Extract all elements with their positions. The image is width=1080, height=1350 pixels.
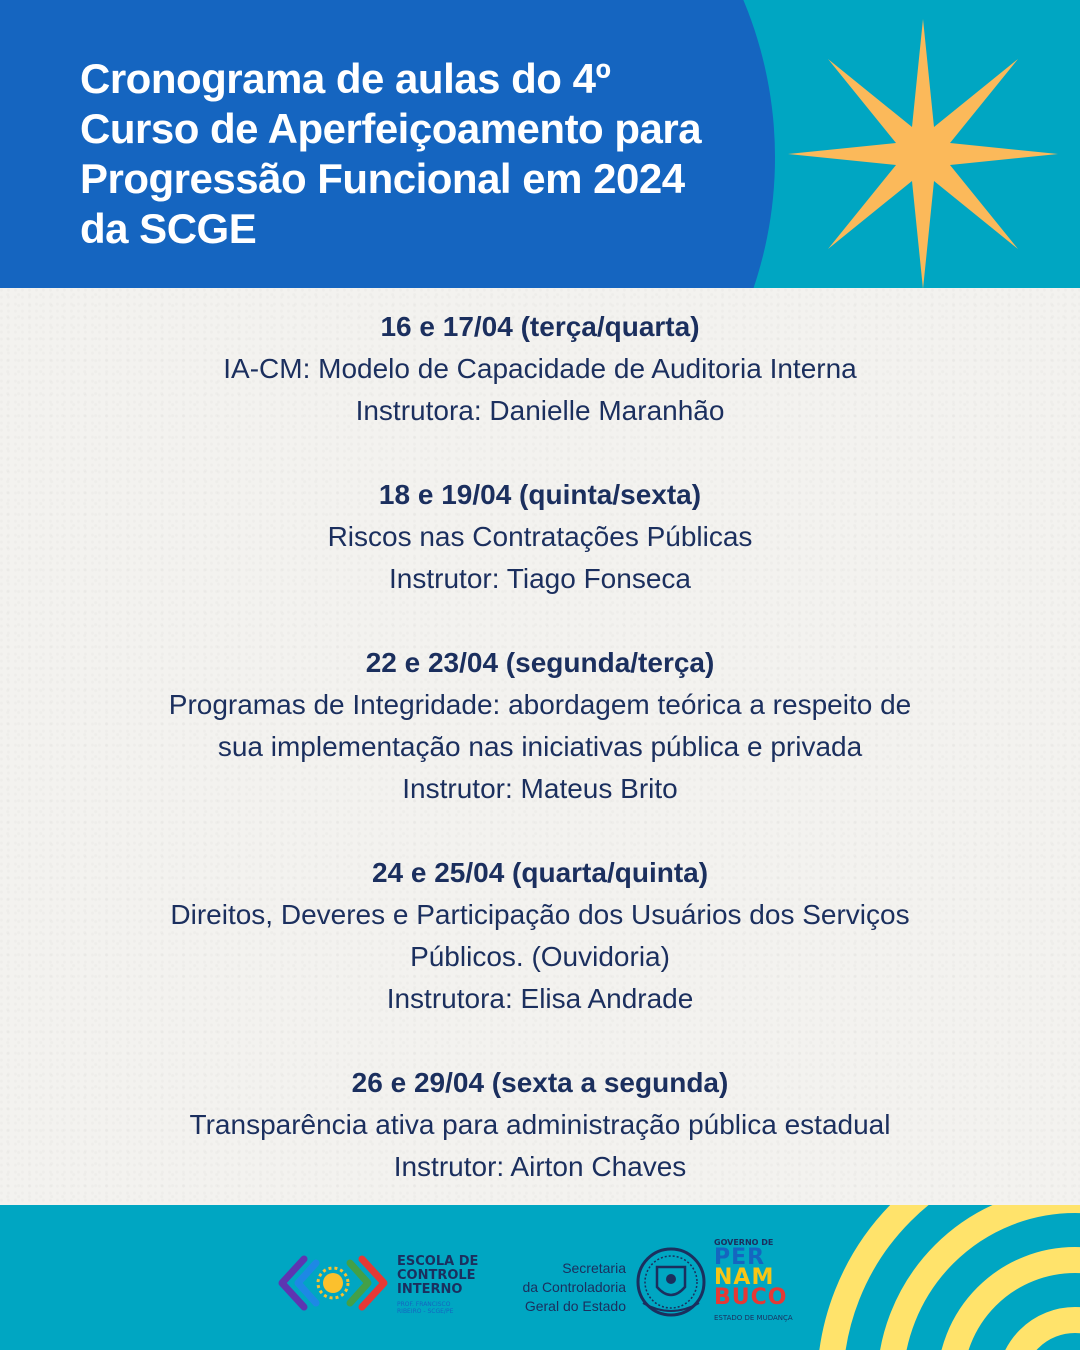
pe-line: NAM (714, 1265, 775, 1290)
session-instructor: Instrutora: Danielle Maranhão (355, 395, 725, 426)
session-topic: Programas de Integridade: abordagem teórica a respeito de (168, 689, 912, 720)
star-icon (783, 14, 1063, 288)
scge-line: da Controladoria (522, 1279, 626, 1295)
session-instructor: Instrutora: Elisa Andrade (386, 983, 694, 1014)
title-line: Cronograma de aulas do 4º (80, 55, 611, 102)
footer-bar (0, 1205, 1080, 1350)
session-item (0, 1062, 1080, 1188)
escola-logo-icon (276, 1253, 391, 1313)
session-date: 22 e 23/04 (segunda/terça) (365, 647, 715, 678)
pernambuco-crest-icon (633, 1243, 709, 1321)
scge-name (494, 1259, 626, 1316)
session-topic: Transparência ativa para administração pública estadual (189, 1109, 891, 1140)
escola-line: CONTROLE (397, 1268, 476, 1283)
session-item (0, 642, 1080, 810)
header-banner (0, 0, 1080, 288)
session-topic: Direitos, Deveres e Participação dos Usuários dos Serviços (170, 899, 910, 930)
session-date: 24 e 25/04 (quarta/quinta) (371, 857, 709, 888)
session-topic: Riscos nas Contratações Públicas (327, 521, 753, 552)
page-title (80, 54, 780, 254)
pe-line: BUCO (714, 1285, 788, 1310)
escola-subtitle (397, 1301, 453, 1315)
escola-name (397, 1255, 478, 1297)
title-line: Curso de Aperfeiçoamento para (80, 105, 702, 152)
scge-line: Secretaria (562, 1260, 626, 1276)
session-instructor: Instrutor: Airton Chaves (393, 1151, 687, 1182)
session-topic: Públicos. (Ouvidoria) (410, 941, 670, 972)
session-date: 16 e 17/04 (terça/quarta) (380, 311, 700, 342)
session-item (0, 306, 1080, 432)
escola-line: ESCOLA DE (397, 1254, 479, 1269)
session-date: 18 e 19/04 (quinta/sexta) (378, 479, 702, 510)
title-line: da SCGE (80, 205, 257, 252)
pe-line: PER (714, 1245, 766, 1270)
pe-slogan: ESTADO DE MUDANÇA (714, 1314, 793, 1322)
session-item (0, 474, 1080, 600)
scge-line: Geral do Estado (524, 1298, 626, 1314)
session-instructor: Instrutor: Mateus Brito (402, 773, 678, 804)
pe-gov-label: GOVERNO DE (714, 1238, 774, 1247)
session-topic: IA-CM: Modelo de Capacidade de Auditoria Interna (223, 353, 857, 384)
escola-sub-line: PROF. FRANCISCO (397, 1301, 451, 1308)
ring-decoration-icon (800, 1205, 1080, 1350)
session-topic: sua implementação nas iniciativas pública e privada (217, 731, 863, 762)
session-date: 26 e 29/04 (sexta a segunda) (351, 1067, 729, 1098)
session-instructor: Instrutor: Tiago Fonseca (389, 563, 691, 594)
schedule-list (0, 288, 1080, 1205)
escola-line: INTERNO (397, 1282, 463, 1297)
governo-pernambuco-logo (714, 1238, 818, 1326)
escola-sub-line: RIBEIRO - SCGE/PE (397, 1308, 454, 1315)
session-item (0, 852, 1080, 1020)
title-line: Progressão Funcional em 2024 (80, 155, 685, 202)
